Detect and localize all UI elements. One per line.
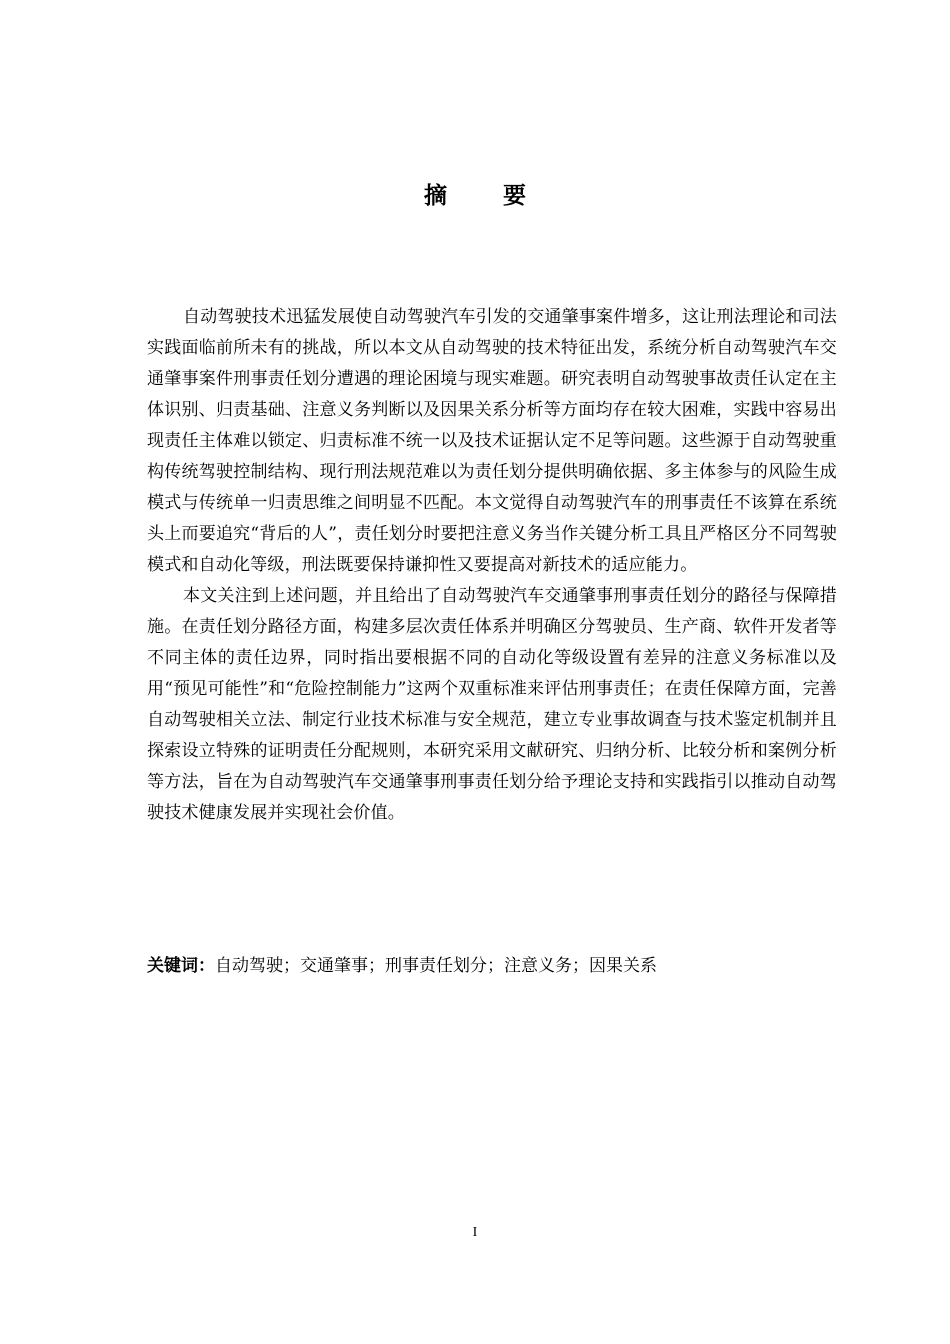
- page-number: I: [472, 1225, 478, 1240]
- abstract-paragraph-1: 自动驾驶技术迅猛发展使自动驾驶汽车引发的交通肇事案件增多，这让刑法理论和司法实践面临前所未有的挑战，所以本文从自动驾驶的技术特征出发，系统分析自动驾驶汽车交通肇事案件刑事责任划分遭遇的理论困境与现实难题。研究表明自动驾驶事故责任认定在主体识别、归责基础、注意义务判断以及因果关系分析等方面均存在较大困难，实践中容易出现责任主体难以锁定、归责标准不统一以及技术证据认定不足等问题。这些源于自动驾驶重构传统驾驶控制结构、现行刑法规范难以为责任划分提供明确依据、多主体参与的风险生成模式与传统单一归责思维之间明显不匹配。本文觉得自动驾驶汽车的刑事责任不该算在系统头上而要追究“背后的人”，责任划分时要把注意义务当作关键分析工具且严格区分不同驾驶模式和自动化等级，刑法既要保持谦抑性又要提高对新技术的适应能力。: [147, 307, 837, 575]
- abstract-body: [147, 302, 837, 829]
- keywords-value: 自动驾驶；交通肇事；刑事责任划分；注意义务；因果关系: [215, 956, 657, 976]
- page-title: 摘 要: [423, 183, 550, 209]
- abstract-paragraph-2: 本文关注到上述问题，并且给出了自动驾驶汽车交通肇事刑事责任划分的路径与保障措施。在责任划分路径方面，构建多层次责任体系并明确区分驾驶员、生产商、软件开发者等不同主体的责任边界，同时指出要根据不同的自动化等级设置有差异的注意义务标准以及用“预见可能性”和“危险控制能力”这两个双重标准来评估刑事责任；在责任保障方面，完善自动驾驶相关立法、制定行业技术标准与安全规范，建立专业事故调查与技术鉴定机制并且探索设立特殊的证明责任分配规则，本研究采用文献研究、归纳分析、比较分析和案例分析等方法，旨在为自动驾驶汽车交通肇事刑事责任划分给予理论支持和实践指引以推动自动驾驶技术健康发展并实现社会价值。: [147, 586, 837, 823]
- keywords-line: [147, 952, 837, 980]
- keywords-label: 关键词：: [147, 956, 215, 976]
